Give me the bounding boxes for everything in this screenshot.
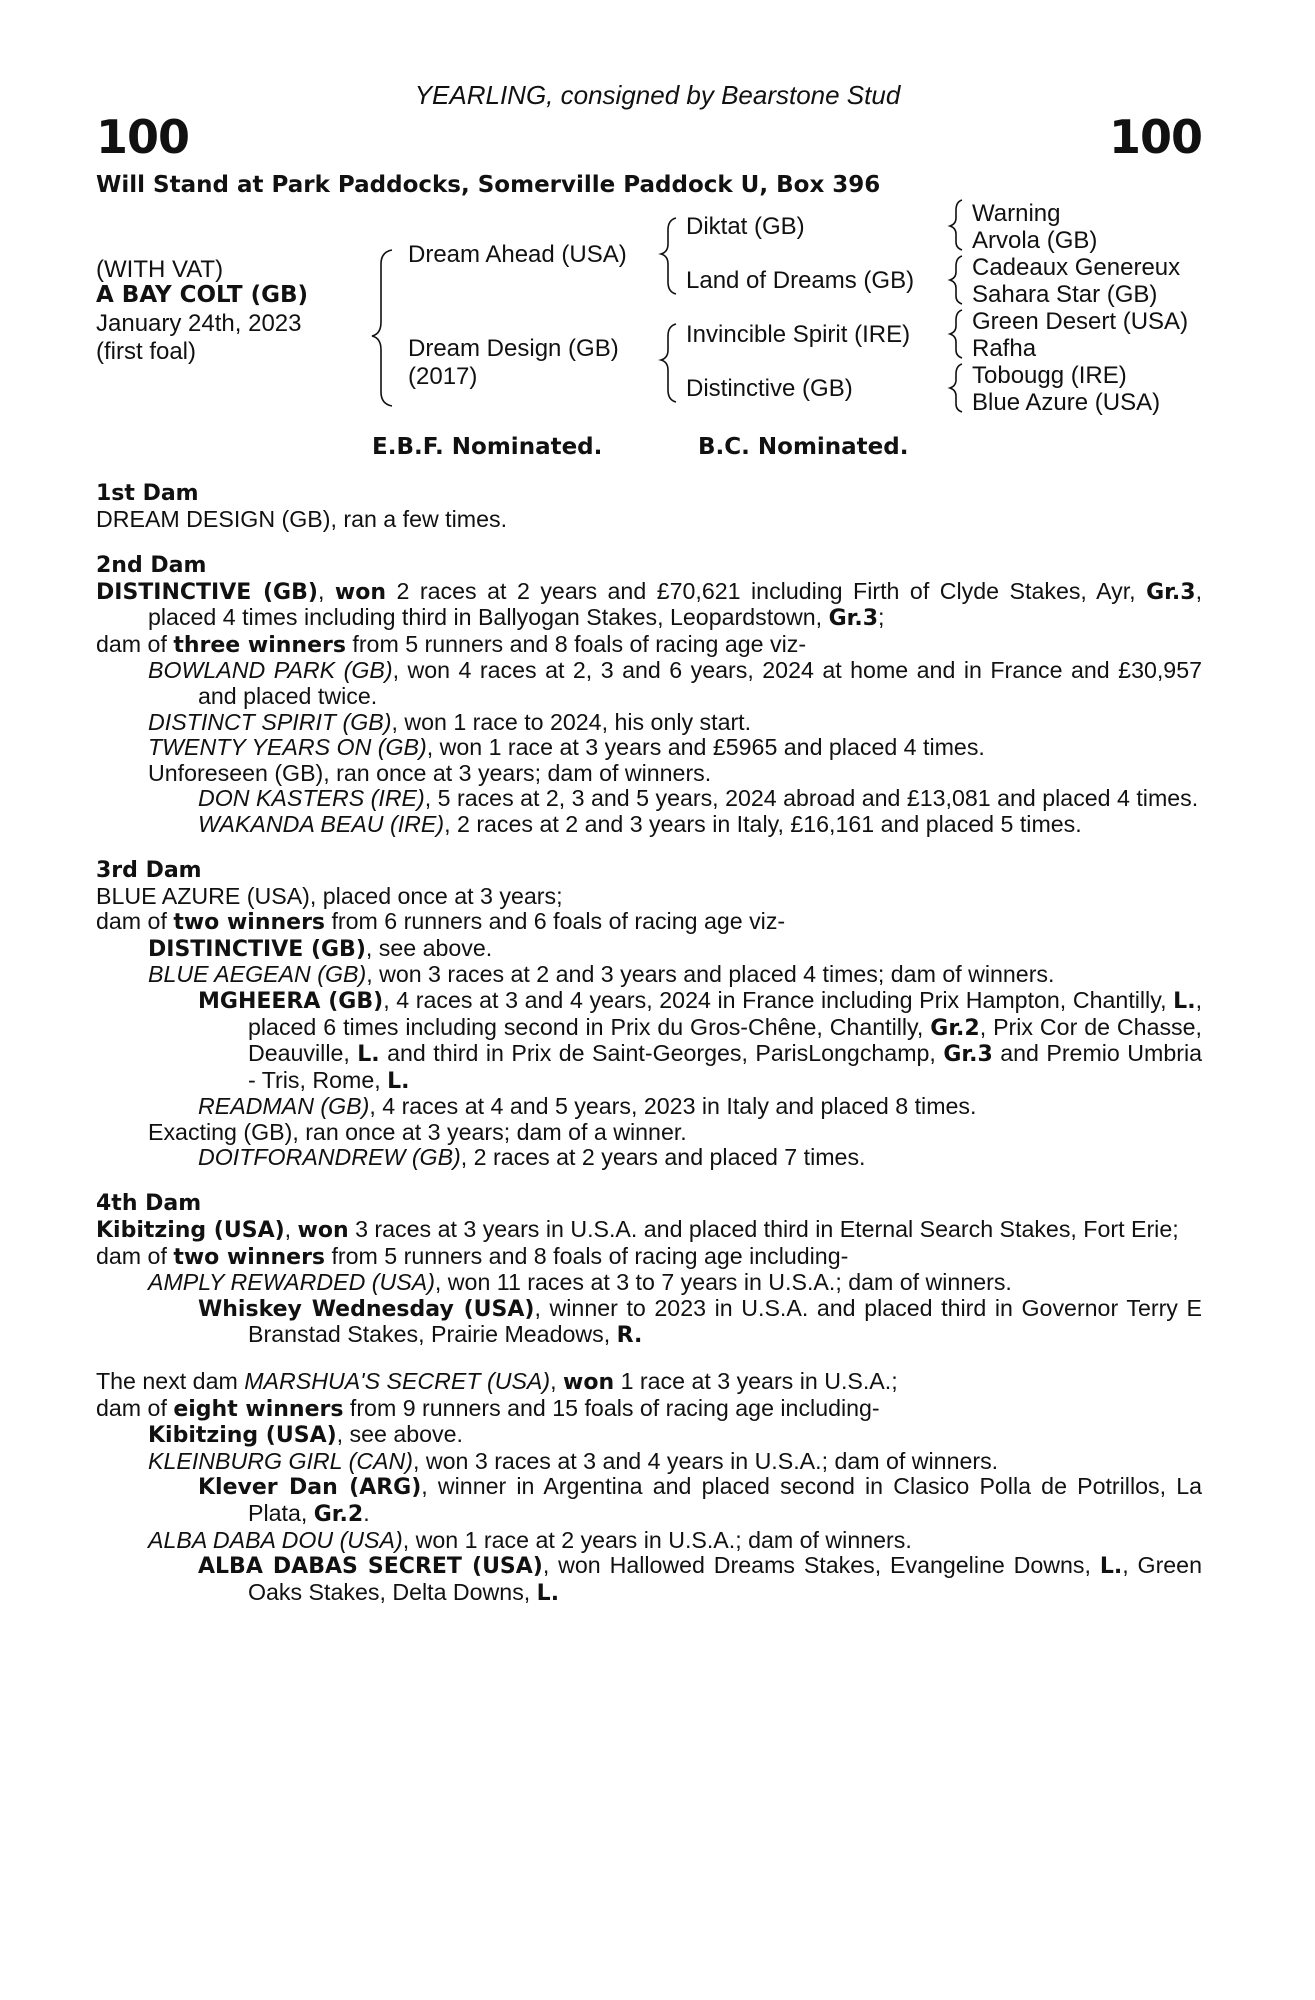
ancestor-2: Arvola (GB) [972, 227, 1098, 254]
vat-note: (WITH VAT) [96, 256, 224, 283]
grandoffspring-entry: WAKANDA BEAU (IRE), 2 races at 2 and 3 years in Italy, £16,161 and placed 5 times. [198, 810, 1082, 837]
next-dam-record: The next dam MARSHUA'S SECRET (USA), won 1 race at 3 years in U.S.A.; [96, 1368, 898, 1396]
offspring-entry: Exacting (GB), ran once at 3 years; dam of a winner. [148, 1118, 687, 1145]
first-dam-text: DREAM DESIGN (GB), ran a few times. [96, 506, 508, 532]
next-dam-section [96, 1369, 1202, 1606]
second-dam-section [96, 553, 1202, 838]
lot-number-right: 100 [1108, 110, 1202, 164]
dam-name: Dream Design (GB) [408, 335, 619, 362]
offspring-entry: BOWLAND PARK (GB), won 4 races at 2, 3 and 6 years, 2024 at home and in France and £30,957 and placed twice. [148, 657, 1202, 709]
offspring-entry: Unforeseen (GB), ran once at 3 years; dam of winners. [148, 759, 712, 786]
lot-number-left: 100 [96, 110, 190, 164]
second-dam-record: DISTINCTIVE (GB), won 2 races at 2 years and £70,621 including Firth of Clyde Stakes, Ayr, Gr.3, placed 4 times including third in Ballyogan Stakes, Leopardstown, Gr.3; [96, 577, 1203, 632]
sire-dam: Land of Dreams (GB) [686, 267, 915, 294]
fourth-dam-record: Kibitzing (USA), won 3 races at 3 years in U.S.A. and placed third in Eternal Search Stakes, Fort Erie; [96, 1216, 1179, 1244]
section-title: 1st Dam [96, 481, 199, 506]
third-dam-record: BLUE AZURE (USA), placed once at 3 years; [96, 882, 563, 909]
grandoffspring-entry: ALBA DABAS SECRET (USA), won Hallowed Dreams Stakes, Evangeline Downs, L., Green Oaks Stakes, Delta Downs, L. [198, 1552, 1202, 1606]
ancestor-7: Tobougg (IRE) [972, 362, 1127, 389]
ebf-nomination: E.B.F. Nominated. [372, 434, 603, 460]
produce-summary: dam of two winners from 5 runners and 8 foals of racing age including- [96, 1242, 849, 1270]
grade-badge: Gr.3 [828, 606, 879, 632]
ancestor-1: Warning [972, 200, 1061, 227]
section-title: 2nd Dam [96, 552, 207, 578]
catalogue-body [96, 481, 1202, 1606]
bc-nomination: B.C. Nominated. [698, 434, 909, 460]
sale-subtitle: YEARLING, consigned by Bearstone Stud [414, 80, 901, 110]
produce-summary: dam of three winners from 5 runners and 8 foals of racing age viz- [96, 630, 807, 658]
grade-badge: Gr.3 [1146, 579, 1196, 605]
foal-note: (first foal) [96, 338, 197, 365]
grandoffspring-entry: DOITFORANDREW (GB), 2 races at 2 years and placed 7 times. [198, 1144, 866, 1171]
offspring-entry: Kibitzing (USA), see above. [148, 1421, 463, 1449]
dam-year: (2017) [408, 363, 478, 390]
stand-location: Will Stand at Park Paddocks, Somerville Paddock U, Box 396 [96, 172, 881, 198]
offspring-entry: AMPLY REWARDED (USA), won 11 races at 3 to 7 years in U.S.A.; dam of winners. [148, 1269, 1012, 1296]
produce-summary: dam of eight winners from 9 runners and 15 foals of racing age including- [96, 1394, 880, 1422]
offspring-entry: DISTINCTIVE (GB), see above. [148, 934, 493, 962]
grandoffspring-entry: MGHEERA (GB), 4 races at 3 and 4 years, 2024 in France including Prix Hampton, Chantilly, L., placed 6 times including second in Prix du Gros-Chêne, Chantilly, Gr.2, Prix Cor de Chasse, Deauville, L. and third in Prix de Saint-Georges, ParisLongchamp, Gr.3 and Premio Umbria - Tris, Rome, L. [198, 986, 1203, 1094]
offspring-entry: BLUE AEGEAN (GB), won 3 races at 2 and 3 years and placed 4 times; dam of winners. [148, 961, 1055, 988]
ancestor-5: Green Desert (USA) [972, 308, 1189, 335]
produce-summary: dam of two winners from 6 runners and 6 foals of racing age viz- [96, 908, 786, 936]
section-title: 3rd Dam [96, 857, 202, 883]
grandoffspring-entry: READMAN (GB), 4 races at 4 and 5 years, 2023 in Italy and placed 8 times. [198, 1093, 977, 1120]
offspring-entry: KLEINBURG GIRL (CAN), won 3 races at 3 and 4 years in U.S.A.; dam of winners. [148, 1447, 999, 1474]
fourth-dam-section [96, 1191, 1202, 1349]
ancestor-4: Sahara Star (GB) [972, 281, 1158, 308]
grandoffspring-entry: DON KASTERS (IRE), 5 races at 2, 3 and 5 years, 2024 abroad and £13,081 and placed 4 times. [198, 785, 1199, 812]
dam-name: DISTINCTIVE (GB) [96, 579, 318, 605]
offspring-entry: ALBA DABA DOU (USA), won 1 race at 2 years in U.S.A.; dam of winners. [148, 1526, 912, 1553]
sire-sire: Diktat (GB) [686, 213, 805, 240]
ancestor-8: Blue Azure (USA) [972, 389, 1161, 416]
dam-sire: Invincible Spirit (IRE) [686, 321, 911, 348]
grandoffspring-entry: Whiskey Wednesday (USA), winner to 2023 in U.S.A. and placed third in Governor Terry E Branstad Stakes, Prairie Meadows, R. [198, 1294, 1202, 1349]
section-title: 4th Dam [96, 1191, 202, 1217]
first-dam-section [96, 481, 1202, 533]
ancestor-6: Rafha [972, 335, 1037, 362]
offspring-entry: DISTINCT SPIRIT (GB), won 1 race to 2024, his only start. [148, 708, 752, 735]
grandoffspring-entry: Klever Dan (ARG), winner in Argentina and placed second in Clasico Polla de Potrillos, La Plata, Gr.2. [198, 1473, 1203, 1527]
ancestor-3: Cadeaux Genereux [972, 254, 1181, 281]
horse-name: A BAY COLT (GB) [96, 282, 309, 308]
third-dam-section [96, 858, 1202, 1172]
dam-dam: Distinctive (GB) [686, 375, 853, 402]
offspring-entry: TWENTY YEARS ON (GB), won 1 race at 3 years and £5965 and placed 4 times. [148, 734, 985, 761]
foaling-date: January 24th, 2023 [96, 310, 302, 337]
sire-name: Dream Ahead (USA) [408, 241, 627, 268]
